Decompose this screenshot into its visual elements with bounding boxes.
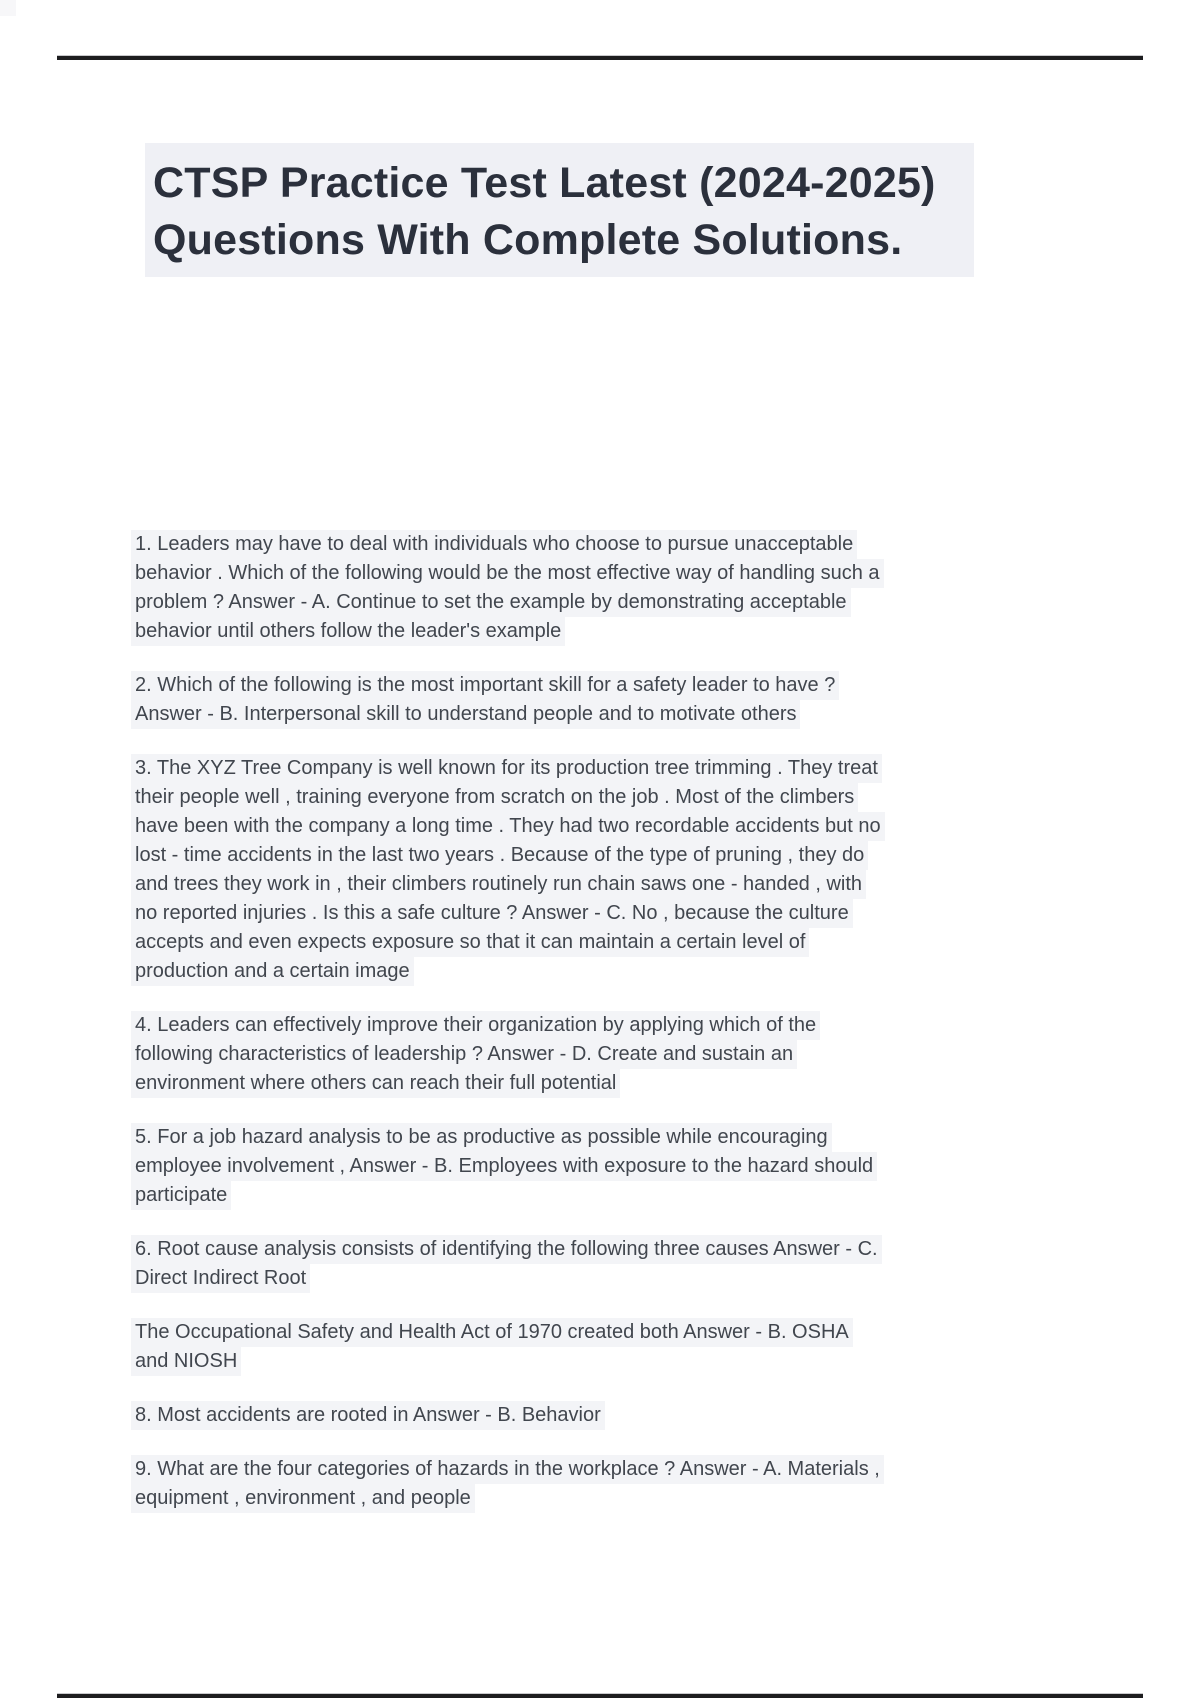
text-line: 6. Root cause analysis consists of identifying the following three causes Answer - C. xyxy=(131,1235,882,1264)
text-line: lost - time accidents in the last two years . Because of the type of pruning , they do xyxy=(131,841,868,870)
text-line: employee involvement , Answer - B. Employees with exposure to the hazard should xyxy=(131,1152,877,1181)
text-line: Answer - B. Interpersonal skill to understand people and to motivate others xyxy=(131,700,800,729)
text-line: participate xyxy=(131,1181,231,1210)
paragraph-question-4 xyxy=(135,1011,995,1098)
paragraph-question-8 xyxy=(135,1401,995,1430)
text-line: behavior until others follow the leader's example xyxy=(131,617,565,646)
page-title-line-1: CTSP Practice Test Latest (2024-2025) xyxy=(153,159,936,207)
text-line: 4. Leaders can effectively improve their organization by applying which of the xyxy=(131,1011,820,1040)
paragraph-question-7 xyxy=(135,1318,995,1376)
text-line: 5. For a job hazard analysis to be as productive as possible while encouraging xyxy=(131,1123,832,1152)
text-line: equipment , environment , and people xyxy=(131,1484,475,1513)
page-title-line-2: Questions With Complete Solutions. xyxy=(153,216,903,264)
bottom-horizontal-rule xyxy=(57,1694,1143,1698)
page-title xyxy=(145,143,974,277)
text-line: 9. What are the four categories of hazards in the workplace ? Answer - A. Materials , xyxy=(131,1455,884,1484)
scan-corner-artifact xyxy=(0,0,16,16)
text-line: The Occupational Safety and Health Act of 1970 created both Answer - B. OSHA xyxy=(131,1318,853,1347)
text-line: accepts and even expects exposure so that it can maintain a certain level of xyxy=(131,928,809,957)
text-line: following characteristics of leadership ? Answer - D. Create and sustain an xyxy=(131,1040,797,1069)
text-line: production and a certain image xyxy=(131,957,414,986)
text-line: 1. Leaders may have to deal with individuals who choose to pursue unacceptable xyxy=(131,530,857,559)
paragraph-question-6 xyxy=(135,1235,995,1293)
text-line: Direct Indirect Root xyxy=(131,1264,310,1293)
text-line: 2. Which of the following is the most important skill for a safety leader to have ? xyxy=(131,671,839,700)
text-line: and NIOSH xyxy=(131,1347,241,1376)
text-line: their people well , training everyone from scratch on the job . Most of the climbers xyxy=(131,783,858,812)
text-line: 3. The XYZ Tree Company is well known for its production tree trimming . They treat xyxy=(131,754,882,783)
paragraph-question-5 xyxy=(135,1123,995,1210)
paragraph-question-2 xyxy=(135,671,995,729)
top-horizontal-rule xyxy=(57,56,1143,60)
paragraph-question-3 xyxy=(135,754,995,986)
text-line: and trees they work in , their climbers routinely run chain saws one - handed , with xyxy=(131,870,866,899)
text-line: environment where others can reach their full potential xyxy=(131,1069,620,1098)
text-line: no reported injuries . Is this a safe culture ? Answer - C. No , because the culture xyxy=(131,899,853,928)
questions-list xyxy=(135,530,995,1513)
text-line: 8. Most accidents are rooted in Answer - B. Behavior xyxy=(131,1401,605,1430)
paragraph-question-9 xyxy=(135,1455,995,1513)
text-line: have been with the company a long time . They had two recordable accidents but no xyxy=(131,812,885,841)
text-line: behavior . Which of the following would be the most effective way of handling such a xyxy=(131,559,884,588)
paragraph-question-1 xyxy=(135,530,995,646)
text-line: problem ? Answer - A. Continue to set the example by demonstrating acceptable xyxy=(131,588,851,617)
